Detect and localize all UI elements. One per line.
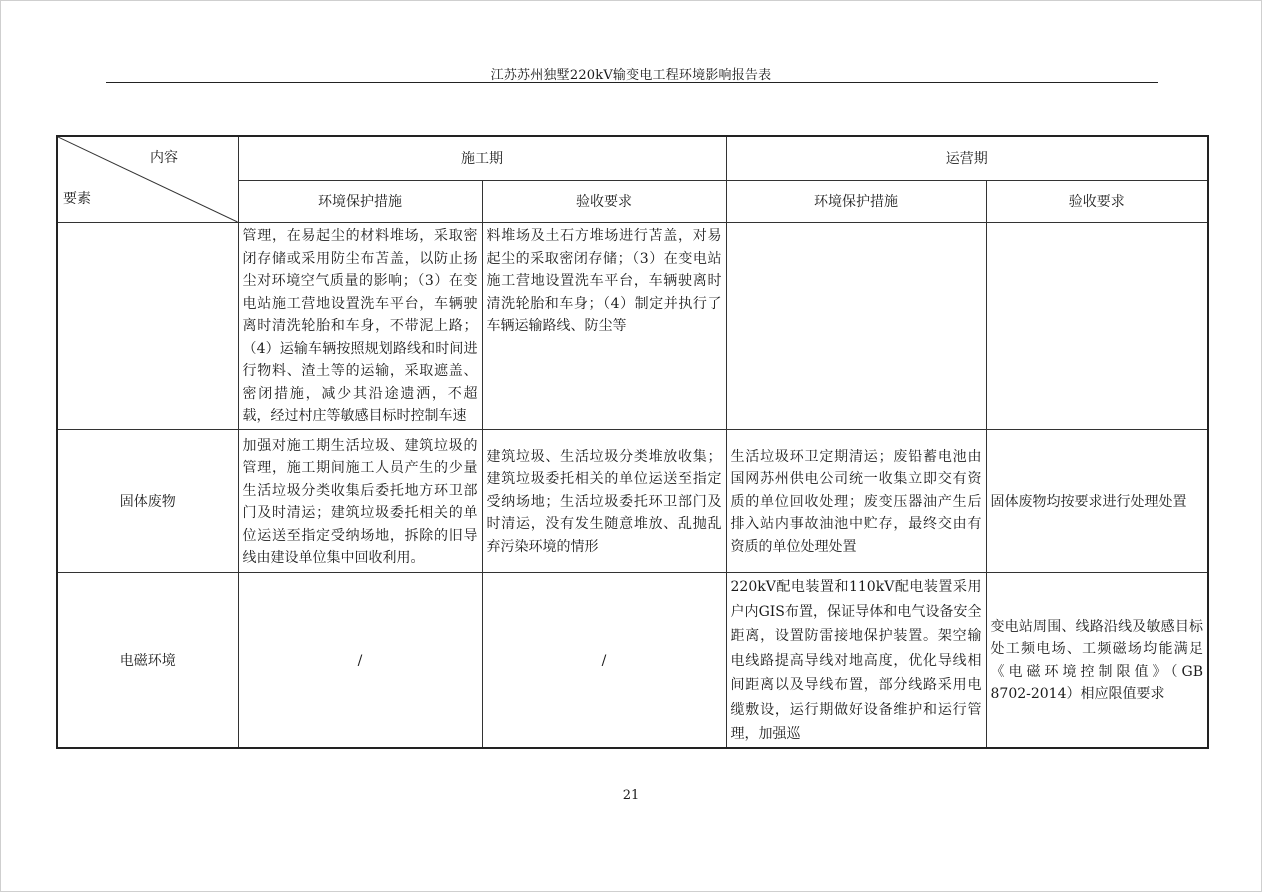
construction-measures-cell: 加强对施工期生活垃圾、建筑垃圾的管理，施工期间施工人员产生的少量生活垃圾分类收集后委托地方环卫部门及时清运；建筑垃圾委托相关的单位运送至指定受纳场地，拆除的旧导线由建设单位集中回收利用。: [238, 430, 482, 573]
table-row: [57, 430, 1208, 573]
operation-acceptance-cell: [986, 223, 1208, 430]
operation-measures-cell: 220kV配电装置和110kV配电装置采用户内GIS布置，保证导体和电气设备安全距离，设置防雷接地保护装置。架空输电线路提高导线对地高度，优化导线相间距离以及导线布置，部分线路采用电缆敷设，运行期做好设备维护和运行管理，加强巡: [726, 573, 986, 748]
row-factor-label: 电磁环境: [57, 573, 238, 748]
table-header-row-phase: [57, 136, 1208, 180]
table-row: [57, 573, 1208, 748]
operation-acceptance-cell: 变电站周围、线路沿线及敏感目标处工频电场、工频磁场均能满足《电磁环境控制限值》（GB 8702-2014）相应限值要求: [986, 573, 1208, 748]
construction-acceptance-cell: /: [482, 573, 726, 748]
construction-acceptance-cell: 料堆场及土石方堆场进行苫盖，对易起尘的采取密闭存储；（3）在变电站施工营地设置洗车平台，车辆驶离时清洗轮胎和车身；（4）制定并执行了车辆运输路线、防尘等: [482, 223, 726, 430]
header-content-label: 内容: [150, 150, 178, 166]
document-header-title: 江苏苏州独墅220kV输变电工程环境影响报告表: [490, 68, 772, 83]
diagonal-header-cell: [57, 136, 238, 223]
construction-measures-cell: /: [238, 573, 482, 748]
header-operation-phase: 运营期: [726, 136, 1208, 180]
row-factor-label: [57, 223, 238, 430]
row-factor-label: 固体废物: [57, 430, 238, 573]
operation-acceptance-cell: 固体废物均按要求进行处理处置: [986, 430, 1208, 573]
header-construction-measures: 环境保护措施: [238, 180, 482, 222]
page-number: 21: [622, 788, 640, 803]
header-factor-label: 要素: [63, 191, 91, 207]
header-operation-measures: 环境保护措施: [726, 180, 986, 222]
header-construction-phase: 施工期: [238, 136, 726, 180]
construction-acceptance-cell: 建筑垃圾、生活垃圾分类堆放收集；建筑垃圾委托相关的单位运送至指定受纳场地；生活垃圾委托环卫部门及时清运，没有发生随意堆放、乱抛乱弃污染环境的情形: [482, 430, 726, 573]
header-rule: [106, 82, 1158, 83]
table-row: [57, 223, 1208, 430]
diagonal-line: [58, 137, 238, 222]
header-construction-acceptance: 验收要求: [482, 180, 726, 222]
header-operation-acceptance: 验收要求: [986, 180, 1208, 222]
operation-measures-cell: 生活垃圾环卫定期清运；废铅蓄电池由国网苏州供电公司统一收集立即交有资质的单位回收处理；废变压器油产生后排入站内事故油池中贮存，最终交由有资质的单位处理处置: [726, 430, 986, 573]
operation-measures-cell: [726, 223, 986, 430]
environmental-measures-table: [56, 135, 1209, 749]
construction-measures-cell: 管理，在易起尘的材料堆场，采取密闭存储或采用防尘布苫盖，以防止扬尘对环境空气质量的影响；（3）在变电站施工营地设置洗车平台，车辆驶离时清洗轮胎和车身，不带泥上路；（4）运输车辆按照规划路线和时间进行物料、渣土等的运输，采取遮盖、密闭措施，减少其沿途遗洒，不超载，经过村庄等敏感目标时控制车速: [238, 223, 482, 430]
